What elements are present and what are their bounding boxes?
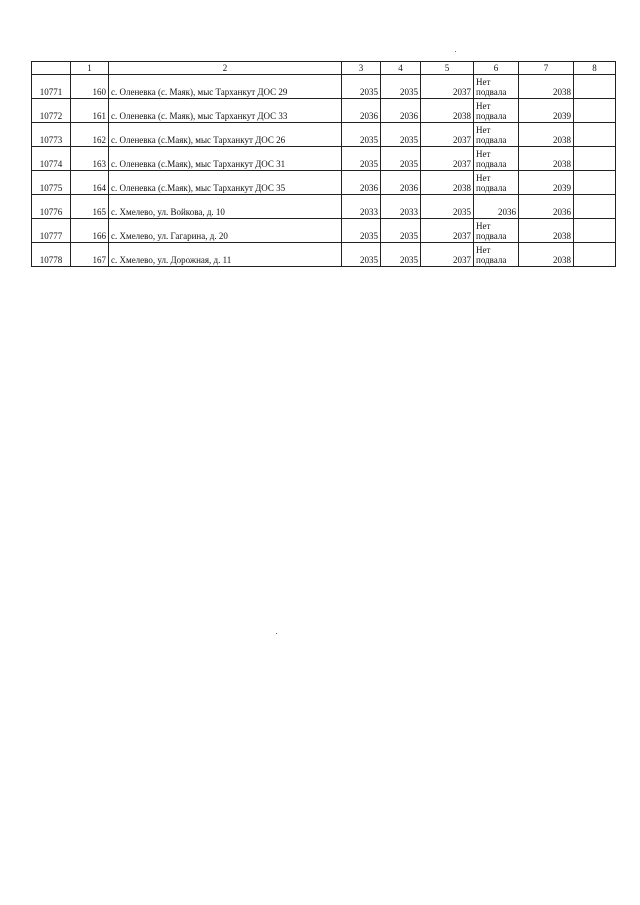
row-number-cell: 160 (71, 75, 109, 99)
row-col6-line1: Нет (476, 149, 491, 159)
row-number-cell: 167 (71, 243, 109, 267)
row-number-cell: 164 (71, 171, 109, 195)
row-col3-cell: 2035 (342, 75, 381, 99)
row-col4-cell: 2035 (381, 75, 421, 99)
row-col4-cell: 2035 (381, 123, 421, 147)
row-code-cell: 10776 (32, 195, 71, 219)
header-cell-7: 7 (519, 62, 574, 75)
row-col8-cell (574, 123, 616, 147)
row-col6-cell (474, 219, 519, 243)
header-row (32, 62, 616, 75)
row-col4-cell: 2036 (381, 99, 421, 123)
row-code-cell: 10773 (32, 123, 71, 147)
row-code-cell: 10772 (32, 99, 71, 123)
row-col6-line2: подвала (476, 255, 507, 265)
row-col4-cell: 2035 (381, 243, 421, 267)
row-col3-cell: 2036 (342, 99, 381, 123)
row-col7-cell: 2038 (519, 123, 574, 147)
row-col6-line1: Нет (476, 245, 491, 255)
table-row (32, 219, 616, 243)
row-col6-line2: подвала (476, 183, 507, 193)
row-col3-cell: 2036 (342, 171, 381, 195)
row-number-cell: 162 (71, 123, 109, 147)
row-col6-line1: Нет (476, 173, 491, 183)
row-col7-cell: 2039 (519, 171, 574, 195)
header-cell-5: 5 (421, 62, 474, 75)
row-address-cell: с. Оленевка (с.Маяк), мыс Тарханкут ДОС 35 (109, 171, 342, 195)
row-col6-line2: подвала (476, 87, 507, 97)
row-col8-cell (574, 243, 616, 267)
row-code-cell: 10778 (32, 243, 71, 267)
row-col4-cell: 2035 (381, 147, 421, 171)
row-col7-cell: 2038 (519, 75, 574, 99)
row-col6-line2: подвала (476, 111, 507, 121)
table-row (32, 195, 616, 219)
row-col5-cell: 2037 (421, 243, 474, 267)
row-address-cell: с. Оленевка (с. Маяк), мыс Тарханкут ДОС 29 (109, 75, 342, 99)
row-col6-line1: Нет (476, 101, 491, 111)
row-col6-line2: подвала (476, 135, 507, 145)
header-cell-code (32, 62, 71, 75)
table-row (32, 123, 616, 147)
row-col5-cell: 2038 (421, 99, 474, 123)
row-col8-cell (574, 147, 616, 171)
row-col8-cell (574, 99, 616, 123)
row-col5-cell: 2037 (421, 75, 474, 99)
row-address-cell: с. Оленевка (с.Маяк), мыс Тарханкут ДОС 31 (109, 147, 342, 171)
row-col8-cell (574, 219, 616, 243)
row-address-cell: с. Оленевка (с.Маяк), мыс Тарханкут ДОС 26 (109, 123, 342, 147)
row-code-cell: 10777 (32, 219, 71, 243)
row-col6-cell (474, 171, 519, 195)
row-number-cell: 163 (71, 147, 109, 171)
row-col5-cell: 2037 (421, 123, 474, 147)
row-col5-cell: 2035 (421, 195, 474, 219)
row-col6-cell (474, 99, 519, 123)
row-code-cell: 10775 (32, 171, 71, 195)
table-row (32, 75, 616, 99)
table-row (32, 171, 616, 195)
row-address-cell: с. Хмелево, ул. Дорожная, д. 11 (109, 243, 342, 267)
row-code-cell: 10774 (32, 147, 71, 171)
row-col6-cell: 2036 (474, 195, 519, 219)
row-col5-cell: 2037 (421, 219, 474, 243)
row-col6-line2: подвала (476, 231, 507, 241)
row-col8-cell (574, 195, 616, 219)
row-number-cell: 165 (71, 195, 109, 219)
row-col6-cell (474, 75, 519, 99)
row-col3-cell: 2035 (342, 243, 381, 267)
row-col5-cell: 2038 (421, 171, 474, 195)
header-cell-4: 4 (381, 62, 421, 75)
row-address-cell: с. Оленевка (с. Маяк), мыс Тарханкут ДОС 33 (109, 99, 342, 123)
row-col4-cell: 2033 (381, 195, 421, 219)
row-col4-cell: 2036 (381, 171, 421, 195)
scan-speck (455, 51, 456, 52)
row-col6-line1: Нет (476, 221, 491, 231)
row-number-cell: 161 (71, 99, 109, 123)
row-col7-cell: 2036 (519, 195, 574, 219)
row-col3-cell: 2035 (342, 123, 381, 147)
header-cell-2: 2 (109, 62, 342, 75)
row-col6-cell (474, 123, 519, 147)
row-number-cell: 166 (71, 219, 109, 243)
row-col8-cell (574, 171, 616, 195)
row-col3-cell: 2033 (342, 195, 381, 219)
row-col7-cell: 2038 (519, 243, 574, 267)
row-col3-cell: 2035 (342, 219, 381, 243)
housing-schedule-table (31, 61, 616, 267)
table-row (32, 99, 616, 123)
table-row (32, 147, 616, 171)
row-col6-line1: Нет (476, 77, 491, 87)
table-row (32, 243, 616, 267)
row-col6-cell (474, 147, 519, 171)
row-col6-line1: Нет (476, 125, 491, 135)
row-address-cell: с. Хмелево, ул. Гагарина, д. 20 (109, 219, 342, 243)
row-col8-cell (574, 75, 616, 99)
row-address-cell: с. Хмелево, ул. Войкова, д. 10 (109, 195, 342, 219)
header-cell-8: 8 (574, 62, 616, 75)
header-cell-3: 3 (342, 62, 381, 75)
header-cell-6: 6 (474, 62, 519, 75)
row-col7-cell: 2039 (519, 99, 574, 123)
header-cell-1: 1 (71, 62, 109, 75)
row-col5-cell: 2037 (421, 147, 474, 171)
row-col6-line2: подвала (476, 159, 507, 169)
row-col7-cell: 2038 (519, 147, 574, 171)
row-col4-cell: 2035 (381, 219, 421, 243)
scan-speck (276, 633, 277, 634)
row-col6-cell (474, 243, 519, 267)
row-col3-cell: 2035 (342, 147, 381, 171)
row-col7-cell: 2038 (519, 219, 574, 243)
row-code-cell: 10771 (32, 75, 71, 99)
